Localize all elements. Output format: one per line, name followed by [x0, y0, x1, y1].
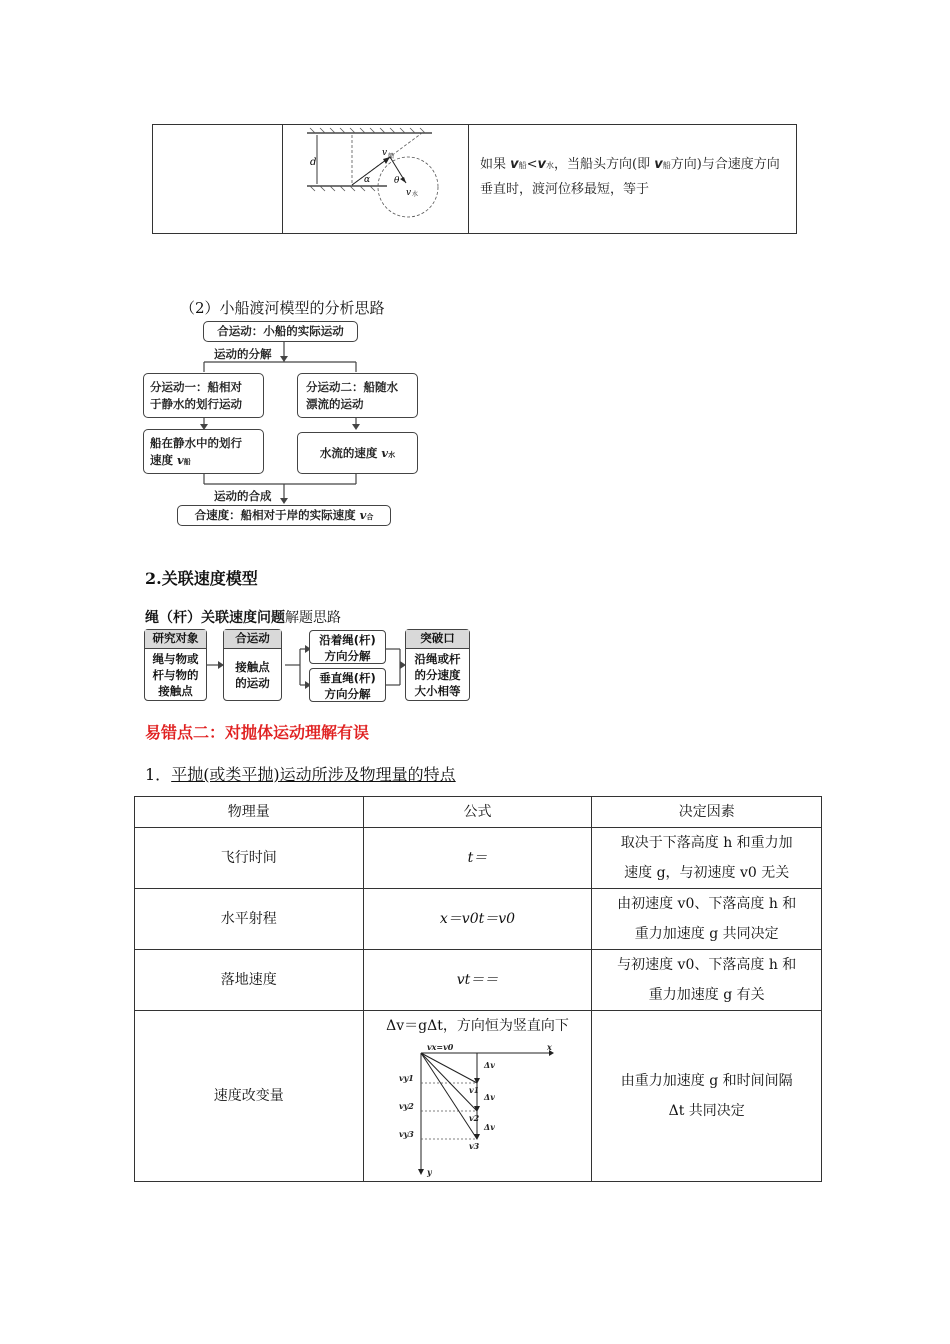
row-formula: Δv＝gΔt，方向恒为竖直向下	[386, 1018, 569, 1034]
row-factor: 由重力加速度 g 和时间间隔 Δt 共同决定	[592, 1011, 822, 1182]
label-v-boat-sub: 船	[388, 153, 395, 160]
table-row	[135, 828, 822, 889]
diagram-cell	[282, 125, 469, 233]
boat-still-water-speed-box: 船在静水中的划行 速度 v船	[143, 429, 264, 474]
resultant-velocity-box: 合速度：船相对于岸的实际速度 v合	[177, 505, 391, 526]
row-formula: vt＝＝	[363, 950, 592, 1011]
table-header-row	[135, 797, 822, 828]
label-v-boat: v	[382, 148, 388, 158]
component-motion-one-box: 分运动一：船相对 于静水的划行运动	[143, 373, 264, 418]
label-v-water-sub: 水	[412, 191, 419, 198]
perpendicular-rope-decompose-box: 垂直绳(杆) 方向分解	[309, 668, 386, 702]
label-dv-1: Δv	[484, 1060, 496, 1070]
label-vy3: vy3	[399, 1129, 415, 1139]
table-row	[135, 950, 822, 1011]
table-row	[135, 889, 822, 950]
row-formula: x＝v0t＝v0	[363, 889, 592, 950]
label-y: y	[427, 1167, 433, 1177]
combined-motion-rope-box: 合运动 接触点 的运动	[223, 629, 282, 701]
table-row	[135, 1011, 822, 1182]
projectile-quantities-table	[134, 796, 822, 1182]
compose-label: 运动的合成	[214, 489, 272, 503]
rope-rod-approach-line: 绳（杆）关联速度问题解题思路	[145, 610, 341, 626]
label-d: d	[310, 157, 317, 168]
boat-flow-connectors	[140, 318, 430, 533]
row-factor: 与初速度 v0、下落高度 h 和 重力加速度 g 有关	[592, 950, 822, 1011]
component-motion-two-box: 分运动二：船随水 漂流的运动	[297, 373, 418, 418]
section-title-related-velocity: 2.关联速度模型	[145, 569, 258, 588]
row-formula: t＝	[363, 828, 592, 889]
label-dv-3: Δv	[484, 1122, 496, 1132]
decompose-label: 运动的分解	[214, 347, 272, 361]
water-flow-speed-box: 水流的速度 v水	[297, 432, 418, 474]
row-factor: 由初速度 v0、下落高度 h 和 重力加速度 g 共同决定	[592, 889, 822, 950]
row-name: 速度改变量	[135, 1011, 364, 1182]
error-point-title: 易错点二：对抛体运动理解有误	[145, 723, 370, 742]
label-dv-2: Δv	[484, 1092, 496, 1102]
river-crossing-table	[152, 124, 797, 234]
label-x: x	[547, 1042, 553, 1052]
row-formula-cell	[363, 1011, 592, 1182]
label-v2: v2	[469, 1113, 480, 1123]
label-vy1: vy1	[399, 1073, 415, 1083]
label-vy2: vy2	[399, 1101, 415, 1111]
header-formula: 公式	[363, 797, 592, 828]
label-v1: v1	[469, 1085, 480, 1095]
label-alpha: α	[364, 175, 371, 185]
row-name: 水平射程	[135, 889, 364, 950]
row-name: 飞行时间	[135, 828, 364, 889]
label-vx: vx=v0	[427, 1042, 454, 1052]
combined-motion-box: 合运动：小船的实际运动	[203, 321, 358, 342]
label-v-water: v	[406, 188, 412, 198]
research-object-box: 研究对象 绳与物或 杆与物的 接触点	[144, 629, 207, 701]
row-name: 落地速度	[135, 950, 364, 1011]
row-factor: 取决于下落高度 h 和重力加 速度 g，与初速度 v0 无关	[592, 828, 822, 889]
along-rope-decompose-box: 沿着绳(杆) 方向分解	[309, 630, 386, 664]
velocity-change-diagram	[387, 1041, 567, 1179]
river-crossing-diagram	[282, 125, 468, 233]
boat-model-caption: （2）小船渡河模型的分析思路	[180, 299, 385, 317]
breakthrough-box: 突破口 沿绳或杆 的分速度 大小相等	[405, 629, 470, 701]
empty-cell	[153, 125, 283, 233]
projectile-heading: 1．平抛(或类平抛)运动所涉及物理量的特点	[145, 765, 456, 784]
header-quantity: 物理量	[135, 797, 364, 828]
header-factor: 决定因素	[592, 797, 822, 828]
shortest-displacement-note: 如果 v船<v水，当船头方向(即 v船方向)与合速度方向垂直时，渡河位移最短，等于	[480, 157, 780, 197]
label-theta: θ	[394, 176, 400, 186]
label-v3: v3	[469, 1141, 480, 1151]
